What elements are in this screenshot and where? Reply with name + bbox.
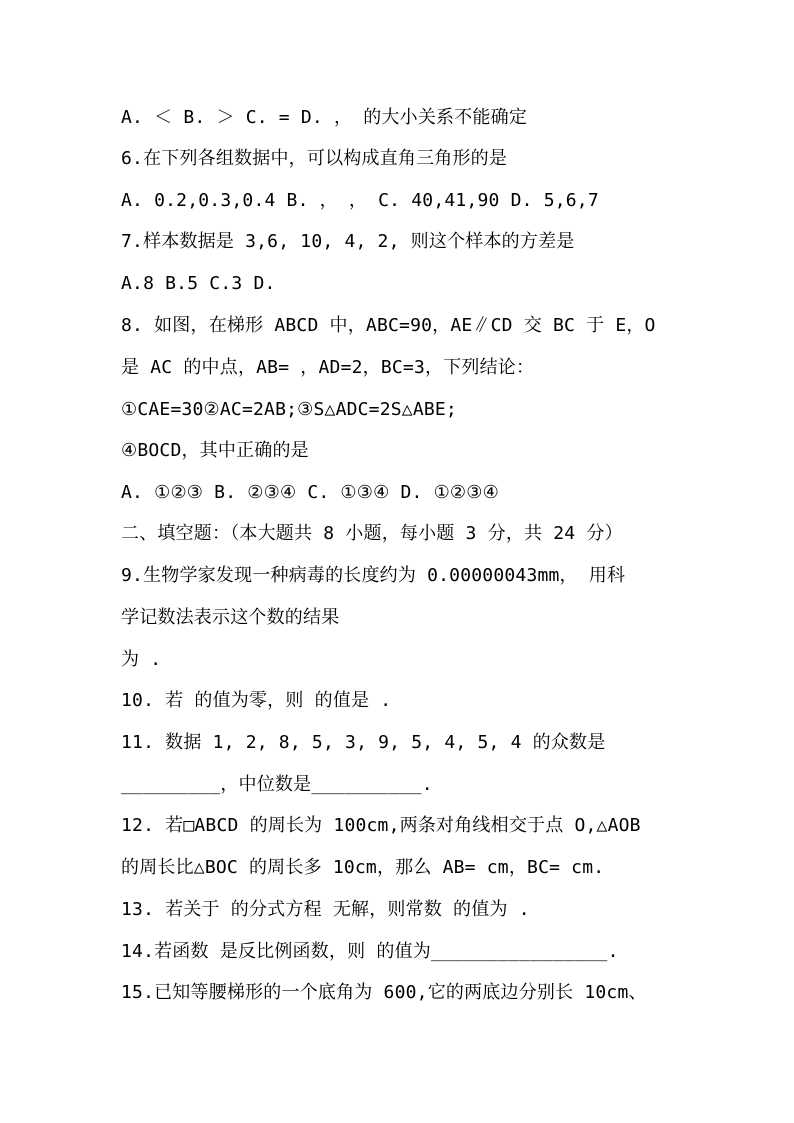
text-line: 学记数法表示这个数的结果 bbox=[121, 607, 340, 628]
text-line: 的周长比△BOC 的周长多 10cm，那么 AB= cm，BC= cm. bbox=[121, 857, 605, 878]
text-line: A.8 B.5 C.3 D. bbox=[121, 273, 276, 294]
question-12: 12. 若□ABCD 的周长为 100cm,两条对角线相交于点 O,△AOB bbox=[121, 815, 641, 836]
question-13: 13. 若关于 的分式方程 无解，则常数 的值为 . bbox=[121, 899, 530, 920]
question-14: 14.若函数 是反比例函数，则 的值为________________. bbox=[121, 941, 619, 962]
text-line: ①CAE=30②AC=2AB;③S△ADC=2S△ABE; bbox=[121, 399, 457, 420]
section-heading: 二、填空题：（本大题共 8 小题，每小题 3 分，共 24 分） bbox=[121, 523, 623, 544]
question-11: 11. 数据 1, 2, 8, 5, 3, 9, 5, 4, 5, 4 的众数是 bbox=[121, 732, 606, 753]
text-line: _________，中位数是__________. bbox=[121, 774, 433, 795]
text-line: 是 AC 的中点，AB= ，AD=2，BC=3，下列结论： bbox=[121, 357, 535, 378]
question-6: 6.在下列各组数据中，可以构成直角三角形的是 bbox=[121, 148, 508, 169]
text-line: A. ①②③ B. ②③④ C. ①③④ D. ①②③④ bbox=[121, 482, 499, 503]
question-9: 9.生物学家发现一种病毒的长度约为 0.00000043mm， 用科 bbox=[121, 565, 626, 586]
question-8: 8. 如图，在梯形 ABCD 中，ABC=90，AE∥CD 交 BC 于 E，O bbox=[121, 315, 656, 336]
question-15: 15.已知等腰梯形的一个底角为 600,它的两底边分别长 10cm、 bbox=[121, 982, 647, 1003]
question-10: 10. 若 的值为零，则 的值是 . bbox=[121, 690, 392, 711]
question-7: 7.样本数据是 3,6, 10, 4, 2, 则这个样本的方差是 bbox=[121, 231, 575, 252]
text-line: 为 . bbox=[121, 649, 162, 670]
text-line: ④BOCD，其中正确的是 bbox=[121, 440, 309, 461]
text-line: A. ＜ B. ＞ C. = D. ， 的大小关系不能确定 bbox=[121, 107, 528, 128]
text-line: A. 0.2,0.3,0.4 B. ， ， C. 40,41,90 D. 5,6,7 bbox=[121, 190, 599, 211]
